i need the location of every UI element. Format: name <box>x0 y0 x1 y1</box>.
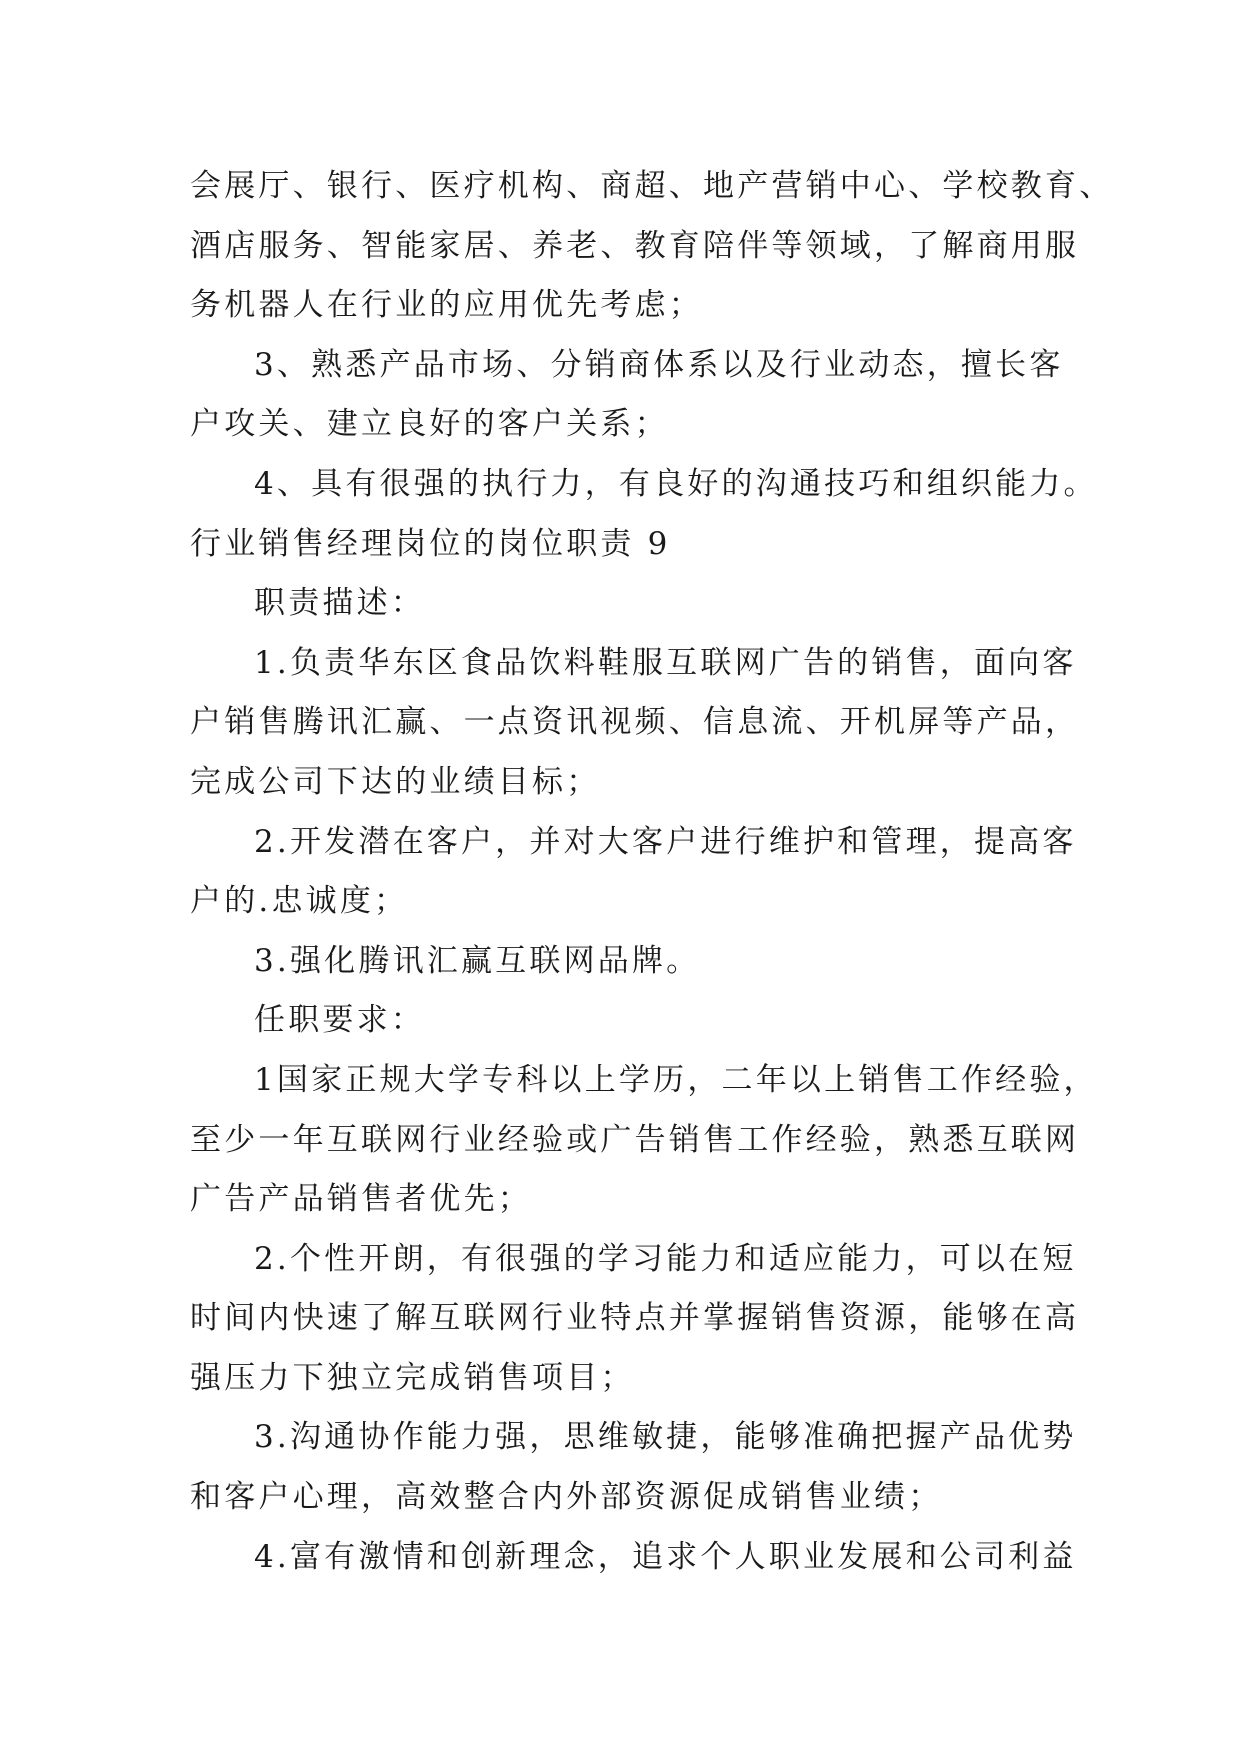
text-line: 时间内快速了解互联网行业特点并掌握销售资源，能够在高 <box>190 1300 1080 1337</box>
section-heading: 行业销售经理岗位的岗位职责 9 <box>190 525 671 562</box>
text-line: 户销售腾讯汇赢、一点资讯视频、信息流、开机屏等产品， <box>190 704 1080 741</box>
text-line: 户攻关、建立良好的客户关系； <box>190 406 669 443</box>
text-line: 4.富有激情和创新理念，追求个人职业发展和公司利益 <box>254 1538 1077 1575</box>
text-line: 强压力下独立完成销售项目； <box>190 1359 635 1396</box>
text-line: 3.沟通协作能力强，思维敏捷，能够准确把握产品优势 <box>254 1419 1077 1456</box>
text-line: 1国家正规大学专科以上学历，二年以上销售工作经验， <box>254 1061 1098 1098</box>
text-line: 2.个性开朗，有很强的学习能力和适应能力，可以在短 <box>254 1240 1077 1277</box>
text-line: 3.强化腾讯汇赢互联网品牌。 <box>254 942 701 979</box>
subsection-heading: 职责描述： <box>254 585 425 622</box>
text-line: 3、熟悉产品市场、分销商体系以及行业动态，擅长客 <box>254 346 1064 383</box>
text-line: 户的.忠诚度； <box>190 883 409 920</box>
text-line: 1.负责华东区食品饮料鞋服互联网广告的销售，面向客 <box>254 644 1077 681</box>
text-line: 4、具有很强的执行力，有良好的沟通技巧和组织能力。 <box>254 465 1098 502</box>
text-line: 广告产品销售者优先； <box>190 1181 532 1218</box>
text-line: 完成公司下达的业绩目标； <box>190 763 601 800</box>
document-body <box>190 157 1114 1587</box>
text-line: 2.开发潜在客户，并对大客户进行维护和管理，提高客 <box>254 823 1077 860</box>
text-line: 会展厅、银行、医疗机构、商超、地产营销中心、学校教育、 <box>190 168 1114 204</box>
text-line: 务机器人在行业的应用优先考虑； <box>190 287 703 324</box>
text-line: 至少一年互联网行业经验或广告销售工作经验，熟悉互联网 <box>190 1121 1080 1158</box>
text-line: 酒店服务、智能家居、养老、教育陪伴等领域，了解商用服 <box>190 227 1080 264</box>
subsection-heading: 任职要求： <box>254 1002 425 1039</box>
text-line: 和客户心理，高效整合内外部资源促成销售业绩； <box>190 1479 943 1516</box>
